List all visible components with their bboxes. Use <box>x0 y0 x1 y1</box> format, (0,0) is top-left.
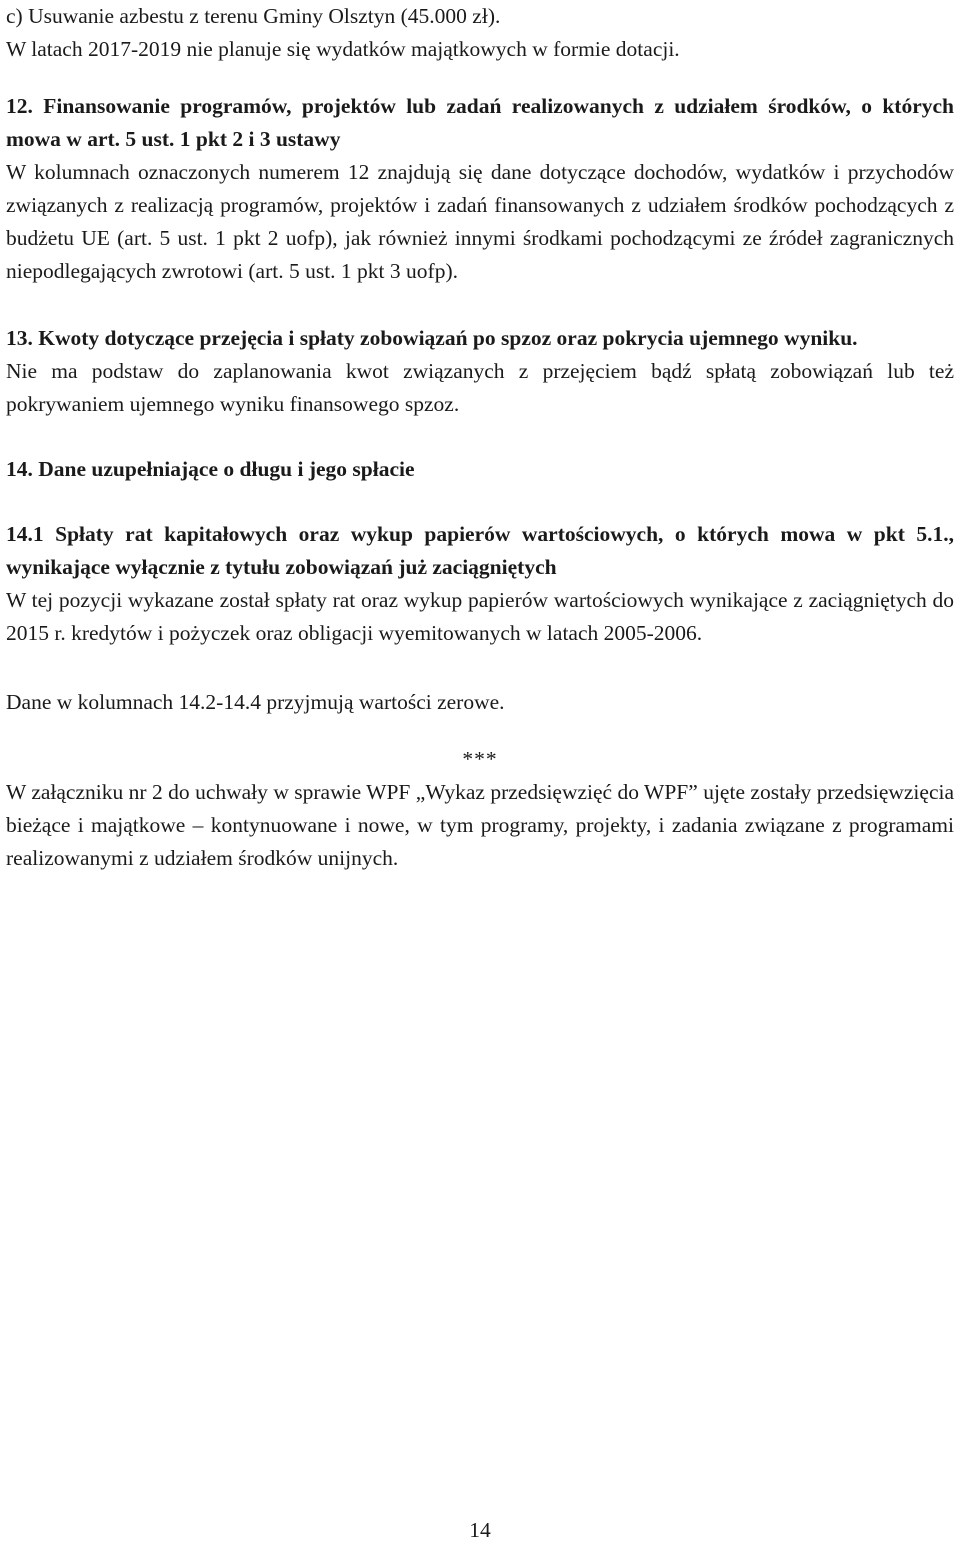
section-13-body: Nie ma podstaw do zaplanowania kwot związanych z przejęciem bądź spłatą zobowiązań lub też pokrywaniem ujemnego wyniku finansowego spzoz. <box>6 359 954 416</box>
section-14-1-heading: 14.1 Spłaty rat kapitałowych oraz wykup papierów wartościowych, o których mowa w pkt 5.1., wynikające wyłącznie z tytułu zobowiązań już zaciągniętych <box>6 522 954 579</box>
section-13 <box>6 322 954 421</box>
document-page <box>6 0 954 1549</box>
page-number: 14 <box>469 1518 491 1542</box>
section-14 <box>6 453 954 486</box>
section-12 <box>6 90 954 288</box>
section-12-heading: 12. Finansowanie programów, projektów lub zadań realizowanych z udziałem środków, o których mowa w art. 5 ust. 1 pkt 2 i 3 ustawy <box>6 94 954 151</box>
item-c-title: c) Usuwanie azbestu z terenu Gminy Olsztyn (45.000 zł). <box>6 4 501 28</box>
note-block <box>6 686 954 719</box>
item-c-text: W latach 2017-2019 nie planuje się wydatków majątkowych w formie dotacji. <box>6 37 680 61</box>
section-12-body: W kolumnach oznaczonych numerem 12 znajdują się dane dotyczące dochodów, wydatków i przychodów związanych z realizacją programów, projektów i zadań finansowanych z udziałem środków pochodzących z budżetu UE (art. 5 ust. 1 pkt 2 uofp), jak również innymi środkami pochodzącymi ze źródeł zagranicznych niepodlegających zwrotowi (art. 5 ust. 1 pkt 3 uofp). <box>6 160 954 283</box>
closing-text: W załączniku nr 2 do uchwały w sprawie WPF „Wykaz przedsięwzięć do WPF” ujęte zostały przedsięwzięcia bieżące i majątkowe – kontynuowane i nowe, w tym programy, projekty, i zadania związane z programami realizowanymi z udziałem środków unijnych. <box>6 780 954 870</box>
section-14-1-body: W tej pozycji wykazane został spłaty rat oraz wykup papierów wartościowych wynikające z zaciągniętych do 2015 r. kredytów i pożyczek oraz obligacji wyemitowanych w latach 2005-2006. <box>6 588 954 645</box>
section-13-heading: 13. Kwoty dotyczące przejęcia i spłaty zobowiązań po spzoz oraz pokrycia ujemnego wyniku. <box>6 326 858 350</box>
item-c-block <box>6 0 954 66</box>
section-14-heading: 14. Dane uzupełniające o długu i jego spłacie <box>6 457 415 481</box>
closing-block <box>6 776 954 875</box>
note-text: Dane w kolumnach 14.2-14.4 przyjmują wartości zerowe. <box>6 690 505 714</box>
section-14-1 <box>6 518 954 650</box>
separator-stars: *** <box>462 747 498 771</box>
